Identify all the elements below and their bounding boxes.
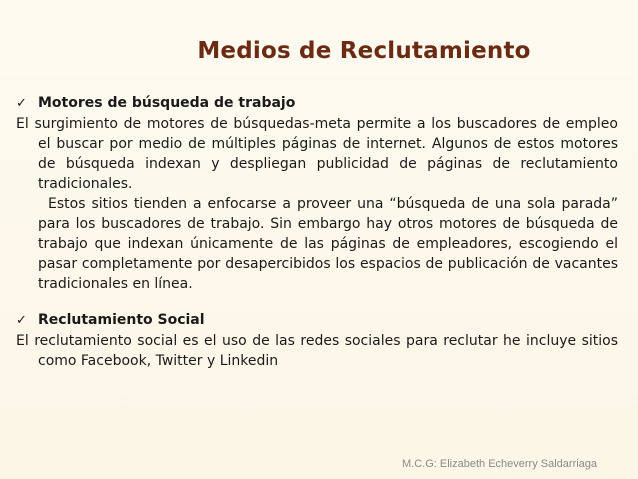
slide-title [0,38,638,64]
slide-title-text: Medios de Reclutamiento [197,38,531,64]
paragraph-search-engines-1: El surgimiento de motores de búsquedas-meta permite a los buscadores de empleo el buscar por medio de múltiples páginas de internet. Algunos de estos motores de búsqueda indexan y despliegan publicidad de páginas de reclutamiento tradicionales. [16,116,618,192]
paragraph-search-engines-2 [16,194,618,294]
section-heading-text: Reclutamiento Social [38,312,205,328]
slide-body [16,93,618,371]
section-heading-search-engines [16,93,618,114]
checkmark-icon: ✓ [16,313,27,328]
paragraph-search-engines-2-text: Estos sitios tienden a enfocarse a proveer una “búsqueda de una sola parada” para los buscadores de trabajo. Sin embargo hay otros motores de búsqueda de trabajo que indexan únicamente de las páginas de empleadores, escogiendo el pasar completamente por desapercibidos los espacios de publicación de vacantes tradicionales en línea. [38,196,618,292]
checkmark-icon: ✓ [16,96,27,111]
footer-author: M.C.G: Elizabeth Echeverry Saldarriaga [402,458,598,470]
section-heading-text: Motores de búsqueda de trabajo [38,95,296,111]
section-heading-social-recruiting [16,310,618,331]
paragraph-social-recruiting: El reclutamiento social es el uso de las redes sociales para reclutar he incluye sitios como Facebook, Twitter y Linkedin [16,333,618,369]
